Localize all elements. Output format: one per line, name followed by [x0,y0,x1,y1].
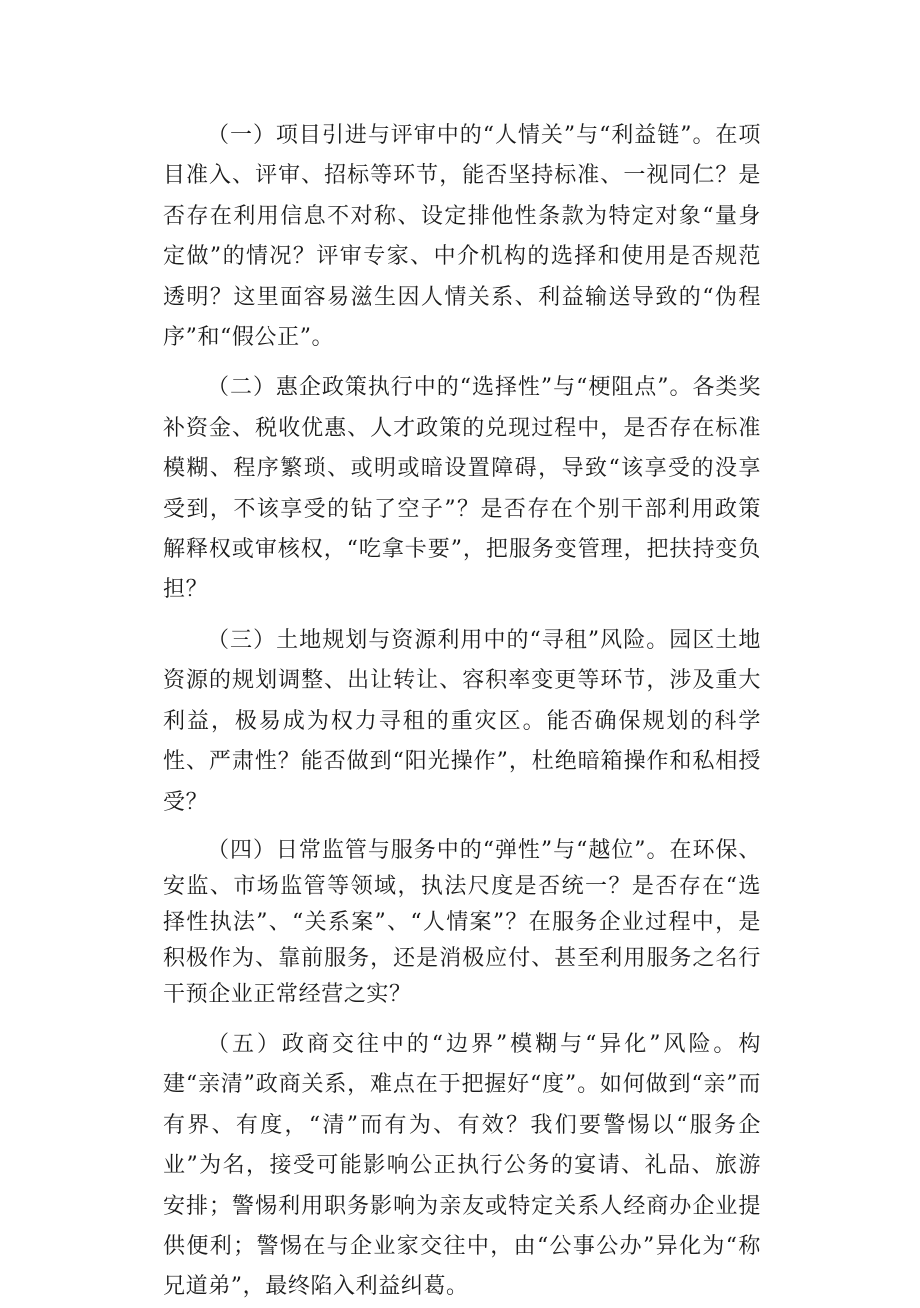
paragraph-daily-supervision: （四）日常监管与服务中的“弹性”与“越位”。在环保、安监、市场监管等领域，执法尺度是否统一？是否存在“选择性执法”、“关系案”、“人情案”？在服务企业过程中，是积极作为、靠前服务，还是消极应付、甚至利用服务之名行干预企业正常经营之实？ [163,837,761,1007]
paragraph-land-planning: （三）土地规划与资源利用中的“寻租”风险。园区土地资源的规划调整、出让转让、容积率变更等环节，涉及重大利益，极易成为权力寻租的重灾区。能否确保规划的科学性、严肃性？能否做到“阳光操作”，杜绝暗箱操作和私相授受？ [163,627,761,815]
paragraph-policy-execution: （二）惠企政策执行中的“选择性”与“梗阻点”。各类奖补资金、税收优惠、人才政策的兑现过程中，是否存在标准模糊、程序繁琐、或明或暗设置障碍，导致“该享受的没享受到，不该享受的钻了空子”？是否存在个别干部利用政策解释权或审核权，“吃拿卡要”，把服务变管理，把扶持变负担？ [163,375,761,603]
document-page [163,116,761,1308]
paragraph-project-review: （一）项目引进与评审中的“人情关”与“利益链”。在项目准入、评审、招标等环节，能否坚持标准、一视同仁？是否存在利用信息不对称、设定排他性条款为特定对象“量身定做”的情况？评审专家、中介机构的选择和使用是否规范透明？这里面容易滋生因人情关系、利益输送导致的“伪程序”和“假公正”。 [163,123,761,351]
paragraph-government-business: （五）政商交往中的“边界”模糊与“异化”风险。构建“亲清”政商关系，难点在于把握好“度”。如何做到“亲”而有界、有度，“清”而有为、有效？我们要警惕以“服务企业”为名，接受可能影响公正执行公务的宴请、礼品、旅游安排；警惕利用职务影响为亲友或特定关系人经商办企业提供便利；警惕在与企业家交往中，由“公事公办”异化为“称兄道弟”，最终陷入利益纠葛。 [163,1031,761,1300]
